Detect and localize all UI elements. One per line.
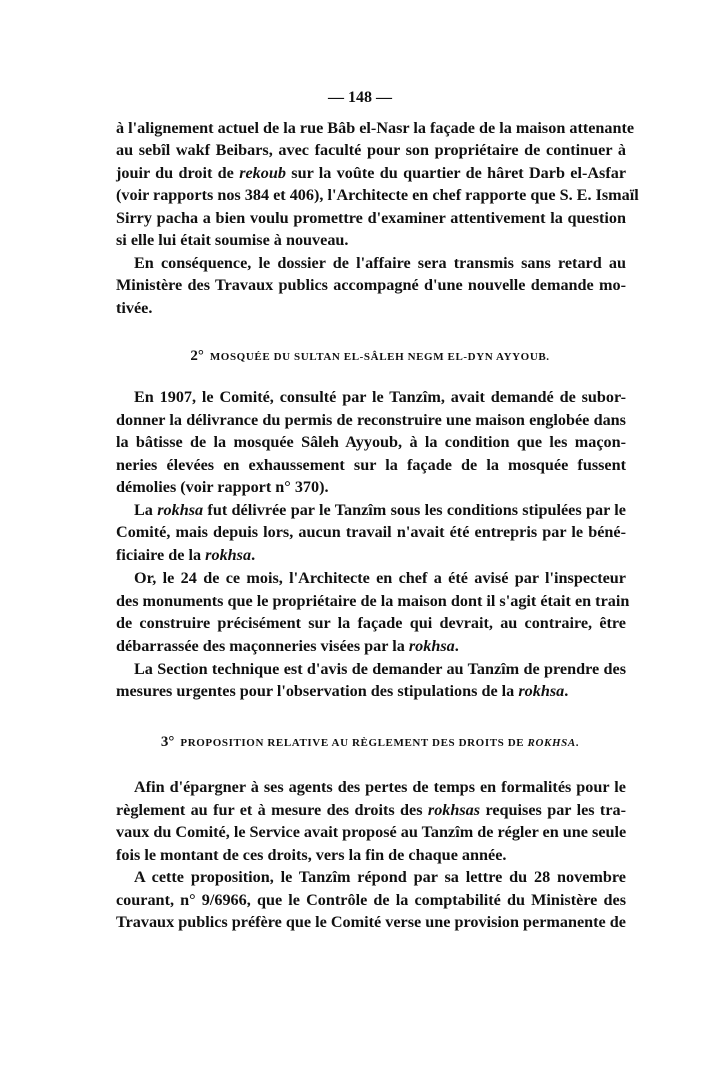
text-line <box>116 140 626 160</box>
text-segment: de construire précisément sur la façade qui devrait, au contraire, être <box>116 614 626 632</box>
text-line <box>134 387 626 407</box>
text-segment: Ministère des Travaux publics accompagné d'une nouvelle demande mo- <box>116 276 626 294</box>
italic-term: rekoub <box>239 164 286 182</box>
text-line <box>116 298 626 318</box>
section-heading <box>0 348 720 365</box>
text-segment: débarrassée des maçonneries visées par la <box>116 637 409 655</box>
text-segment: sur la voûte du quartier de hâret Darb el-Asfar <box>285 164 626 182</box>
text-segment: . <box>454 637 459 655</box>
text-segment: neries élevées en exhaussement sur la façade de la mosquée fussent <box>116 456 626 474</box>
text-segment: courant, n° 9/6966, que le Contrôle de la comptabilité du Ministère des <box>116 891 626 909</box>
italic-term: rokhsa <box>157 501 204 519</box>
text-line <box>116 845 626 865</box>
text-line <box>116 912 626 932</box>
text-line <box>134 568 626 588</box>
text-segment: . <box>251 546 256 564</box>
text-line <box>134 867 626 887</box>
page-number: — 148 — <box>328 89 392 106</box>
text-line <box>116 163 626 183</box>
text-segment: . <box>564 682 569 700</box>
text-line <box>116 591 630 611</box>
text-segment: A cette proposition, le Tanzîm répond par sa lettre du 28 novembre <box>134 868 626 886</box>
text-segment: jouir du droit de <box>116 164 240 182</box>
text-segment: fut délivrée par le Tanzîm sous les conditions stipulées par le <box>203 501 626 519</box>
text-segment: MOSQUÉE DU SULTAN EL-SÂLEH NEGM EL-DYN AYYOUB. <box>209 351 550 363</box>
text-segment: La Section technique est d'avis de demander au Tanzîm de prendre des <box>134 660 626 678</box>
text-segment: règlement au fur et à mesure des droits des <box>116 801 428 819</box>
text-line <box>116 185 639 205</box>
section-number: 3° <box>160 734 175 750</box>
italic-term: rokhsa <box>408 637 455 655</box>
section-heading <box>0 734 720 751</box>
text-segment: la bâtisse de la mosquée Sâleh Ayyoub, à la condition que les maçon- <box>116 433 626 451</box>
text-segment: En 1907, le Comité, consulté par le Tanzîm, avait demandé de subor- <box>134 388 626 406</box>
text-segment: PROPOSITION RELATIVE AU RÈGLEMENT DES DROITS DE <box>180 737 528 749</box>
text-segment: démolies (voir rapport n° 370). <box>116 478 329 496</box>
text-segment: Or, le 24 de ce mois, l'Architecte en chef a été avisé par l'inspecteur <box>134 569 626 587</box>
text-line <box>116 522 626 542</box>
text-segment: (voir rapports nos 384 et 406), l'Architecte en chef rapporte que S. E. Ismaïl <box>116 186 639 204</box>
text-segment: Comité, mais depuis lors, aucun travail n'avait été entrepris par le béné- <box>116 523 626 541</box>
text-segment: La <box>134 501 158 519</box>
italic-term: rokhsa <box>518 682 565 700</box>
text-line <box>116 230 626 250</box>
text-segment: Travaux publics préfère que le Comité verse une provision permanente de <box>116 913 626 931</box>
text-segment: fois le montant de ces droits, vers la fin de chaque année. <box>116 846 507 864</box>
text-segment: . <box>575 737 580 749</box>
text-segment: tivée. <box>116 299 153 317</box>
text-line <box>116 118 635 138</box>
text-line <box>116 545 626 565</box>
text-line <box>134 659 626 679</box>
text-line <box>116 410 626 430</box>
italic-term: rokhsas <box>427 801 481 819</box>
text-line <box>116 613 626 633</box>
text-line <box>116 890 626 910</box>
italic-term: rokhsa <box>205 546 252 564</box>
text-line <box>116 455 626 475</box>
text-segment: vaux du Comité, le Service avait proposé au Tanzîm de régler en une seule <box>116 823 627 841</box>
text-segment: à l'alignement actuel de la rue Bâb el-Nasr la façade de la maison attenante <box>116 119 635 137</box>
text-segment: requises par les tra- <box>480 801 626 819</box>
text-segment: Afin d'épargner à ses agents des pertes de temps en formalités pour le <box>134 778 626 796</box>
text-segment: donner la délivrance du permis de reconstruire une maison englobée dans <box>116 411 626 429</box>
text-segment: Sirry pacha a bien voulu promettre d'examiner attentivement la question <box>116 209 626 227</box>
text-line <box>116 822 626 842</box>
text-line <box>116 432 626 452</box>
text-line <box>116 681 626 701</box>
text-segment: si elle lui était soumise à nouveau. <box>116 231 349 249</box>
text-line <box>116 477 626 497</box>
text-segment: ficiaire de la <box>116 546 206 564</box>
text-line <box>134 777 626 797</box>
text-line <box>116 800 626 820</box>
text-line <box>134 253 626 273</box>
section-number: 2° <box>190 348 204 364</box>
text-segment: mesures urgentes pour l'observation des stipulations de la <box>116 682 519 700</box>
text-line <box>116 208 626 228</box>
text-segment: des monuments que le propriétaire de la maison dont il s'agit était en train <box>116 592 630 610</box>
text-segment: au sebîl wakf Beibars, avec faculté pour son propriétaire de continuer à <box>116 141 626 159</box>
text-line <box>134 500 626 520</box>
text-line <box>116 275 626 295</box>
text-segment: En conséquence, le dossier de l'affaire sera transmis sans retard au <box>134 254 626 272</box>
italic-term: ROKHSA <box>527 737 576 749</box>
text-line <box>116 636 626 656</box>
